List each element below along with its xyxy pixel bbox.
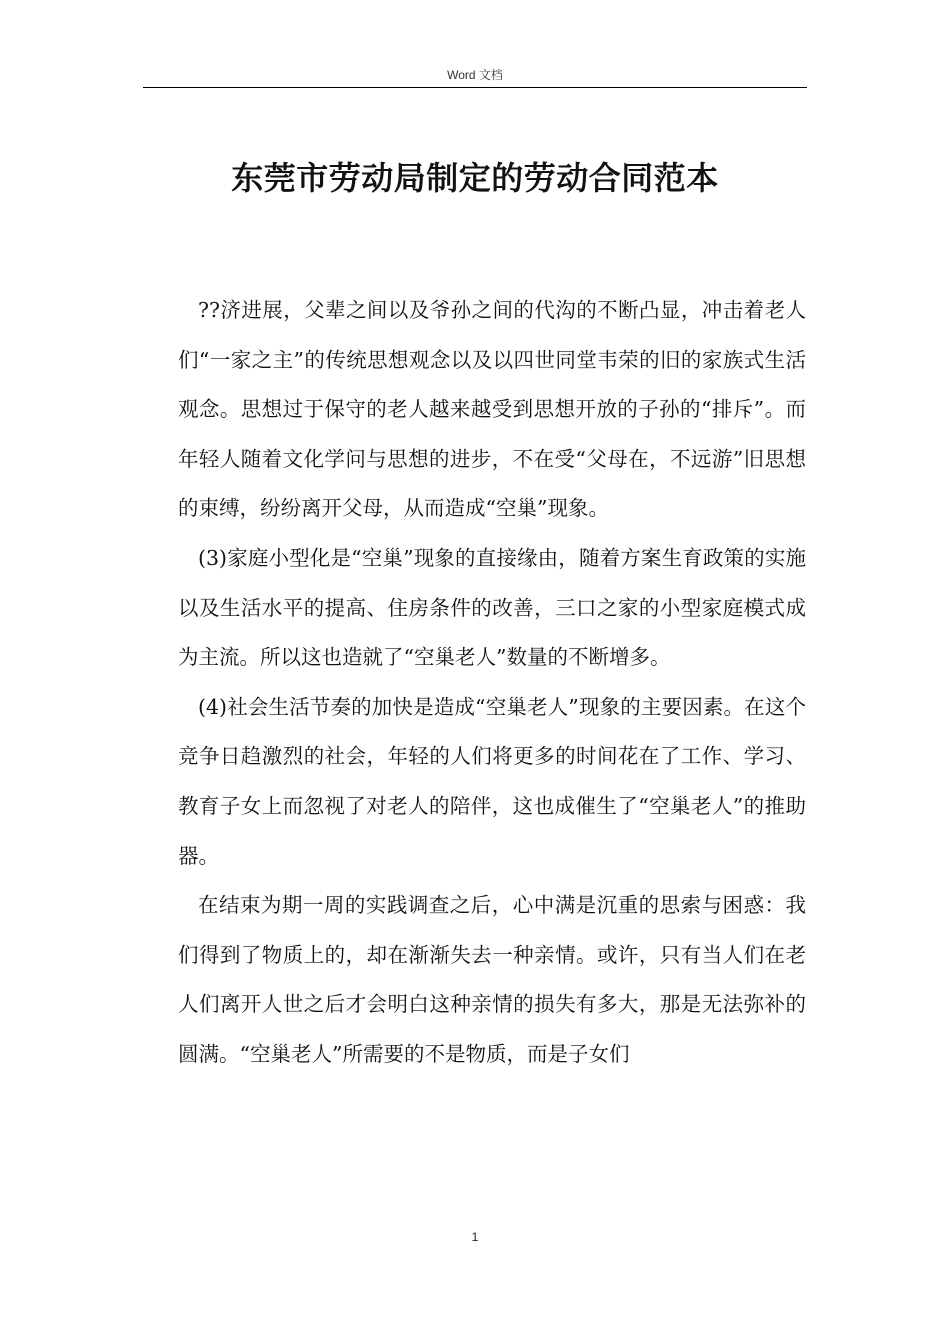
document-title: 东莞市劳动局制定的劳动合同范本	[231, 159, 719, 197]
paragraph-4: 在结束为期一周的实践调查之后，心中满是沉重的思索与困惑：我们得到了物质上的，却在渐渐失去一种亲情。或许，只有当人们在老人们离开人世之后才会明白这种亲情的损失有多大，那是无法弥补的圆满。“空巢老人”所需要的不是物质，而是子女们	[178, 893, 806, 1066]
header-divider	[143, 87, 807, 88]
paragraph-2: (3)家庭小型化是“空巢”现象的直接缘由，随着方案生育政策的实施以及生活水平的提高、住房条件的改善，三口之家的小型家庭模式成为主流。所以这也造就了“空巢老人”数量的不断增多。	[178, 545, 806, 670]
page-header: Word 文档	[447, 68, 503, 82]
paragraph-1: ??济进展，父辈之间以及爷孙之间的代沟的不断凸显，冲击着老人们“一家之主”的传统思想观念以及以四世同堂韦荣的旧的家族式生活观念。思想过于保守的老人越来越受到思想开放的子孙的“排斥”。而年轻人随着文化学问与思想的进步，不在受“父母在，不远游”旧思想的束缚，纷纷离开父母，从而造成“空巢”现象。	[178, 298, 806, 521]
paragraph-3: (4)社会生活节奏的加快是造成“空巢老人”现象的主要因素。在这个竞争日趋激烈的社会，年轻的人们将更多的时间花在了工作、学习、教育子女上而忽视了对老人的陪伴，这也成催生了“空巢老人”的推助器。	[178, 694, 806, 868]
document-body	[178, 286, 806, 1080]
page-number: 1	[471, 1230, 479, 1244]
